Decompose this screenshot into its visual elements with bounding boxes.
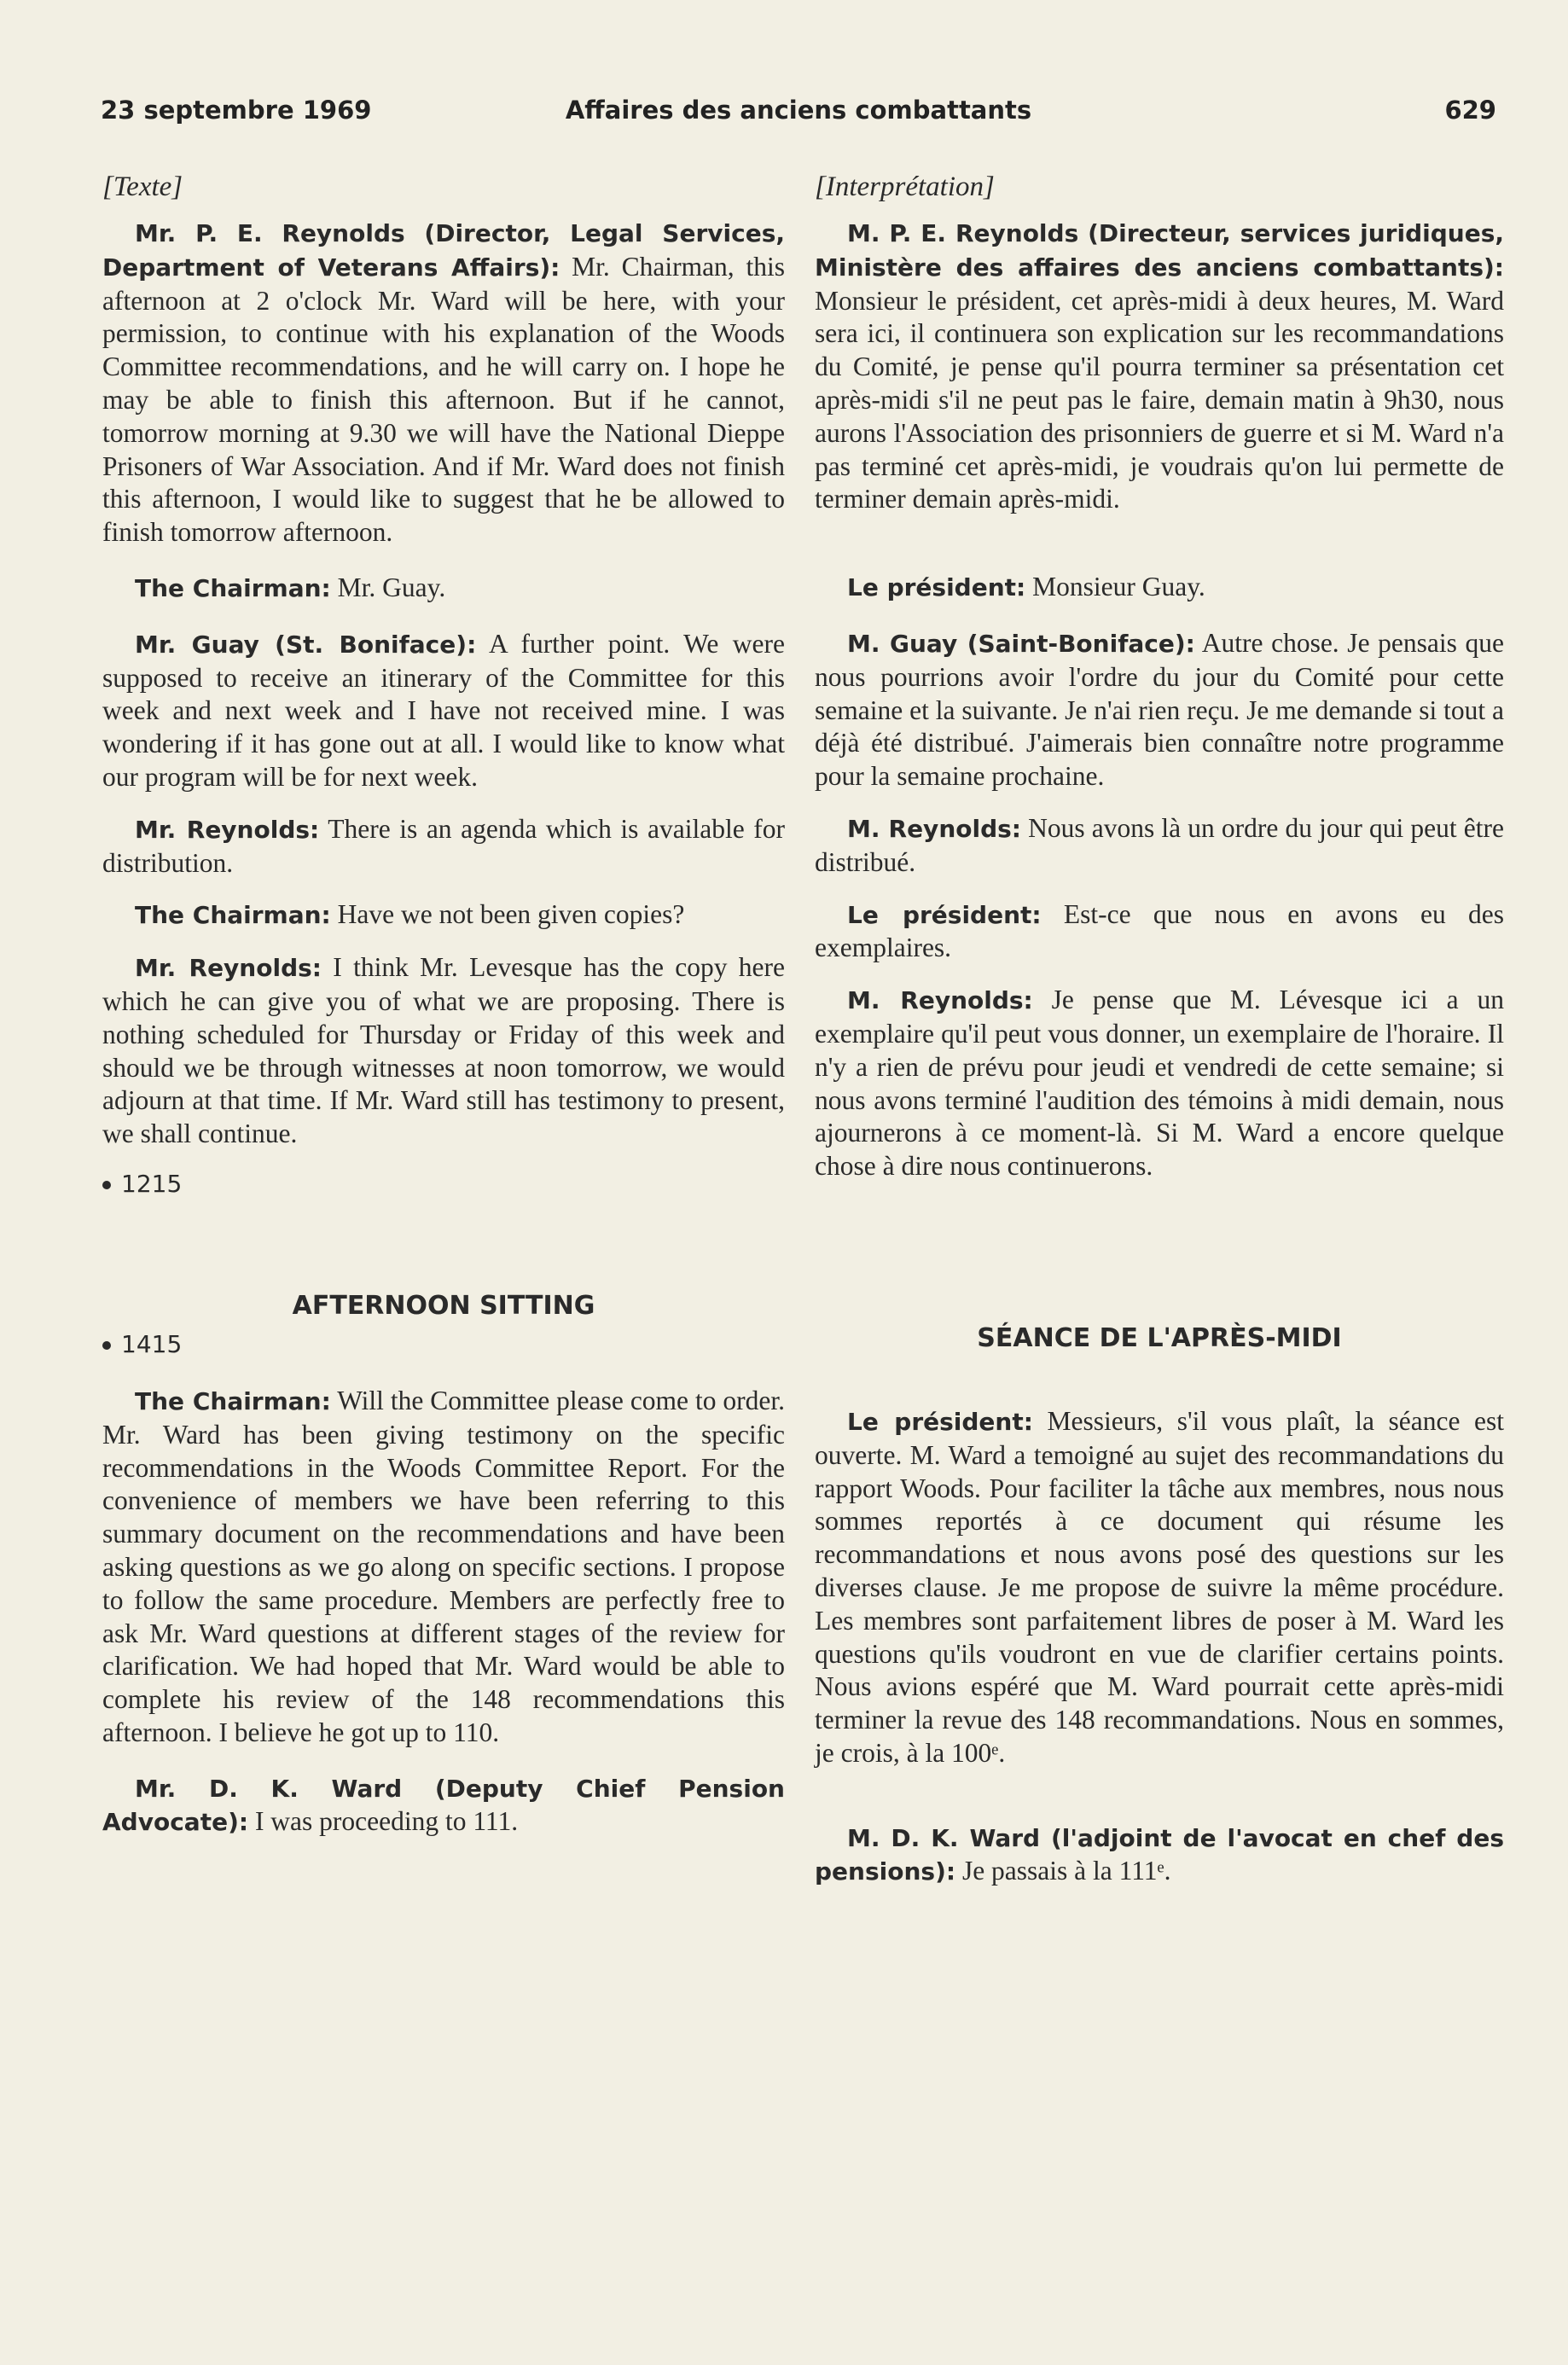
speaker-name: Mr. Guay (St. Boniface): [135, 630, 477, 659]
reynolds-agenda-statement-fr [815, 812, 1504, 880]
page-number: 629 [1444, 96, 1496, 125]
speaker-name: Mr. P. E. Reynolds (Director, Legal Services, Department of Veterans Affairs): [102, 219, 785, 282]
speaker-name: Le président: [847, 573, 1026, 602]
section-heading-fr: SÉANCE DE L'APRÈS-MIDI [977, 1322, 1342, 1353]
header-date: 23 septembre 1969 [101, 96, 372, 125]
speech-text: Nous avons là un ordre du jour qui peut être distribué. [815, 812, 1504, 877]
reynolds-statement-fr [815, 217, 1504, 516]
text-label: [Texte] [102, 171, 183, 202]
speaker-name: Le président: [847, 1407, 1033, 1436]
chairman-copies-question [102, 898, 785, 933]
guay-statement [102, 628, 785, 794]
chairman-statement-fr [815, 571, 1504, 605]
time-marker: 1215 [102, 1168, 785, 1200]
speaker-name: M. D. K. Ward (l'adjoint de l'avocat en chef des pensions): [815, 1823, 1504, 1886]
header-title: Affaires des anciens combattants [565, 96, 1032, 125]
reynolds-statement [102, 217, 785, 549]
speech-text: Mr. Chairman, this afternoon at 2 o'clock Mr. Ward will be here, with your permission, to continue with his explanation of the Woods Committee recommendations, and he will carry on. I hope he may be able to finish this afternoon. But if he cannot, tomorrow morning at 9.30 we will have the National Dieppe Prisoners of War Association. And if Mr. Ward does not finish this afternoon, I would like to suggest that he be allowed to finish tomorrow afternoon. [102, 251, 785, 548]
speech-text: Je pense que M. Lévesque ici a un exemplaire qu'il peut vous donner, un exemplaire de l'horaire. Il n'y a rien de prévu pour jeudi et vendredi de cette semaine; si nous avons terminé l'audition des témoins à midi demain, nous ajournerons à ce moment-là. Si M. Ward a encore quelque chose à dire nous continuerons. [815, 985, 1504, 1182]
reynolds-agenda-statement [102, 813, 785, 880]
interpretation-label: [Interprétation] [815, 171, 995, 202]
speaker-name: The Chairman: [135, 573, 331, 602]
speech-text: Mr. Guay. [330, 572, 446, 602]
guay-statement-fr [815, 627, 1504, 793]
speech-text: Messieurs, s'il vous plaît, la séance est ouverte. M. Ward a temoigné au sujet des recommandations du rapport Woods. Pour faciliter la tâche aux membres, nous nous sommes reportés à ce document qui résume les recommandations et nous avons posé des questions sur les diverses clause. Je me propose de suivre la même procédure. Les membres sont parfaitement libres de poser à M. Ward les questions qu'ils voudront en vue de clarifier certains points. Nous avions espéré que M. Ward pourrait cette après-midi terminer la revue des 148 recommandations. Nous en sommes, je crois, à la 100ᵉ. [815, 1405, 1505, 1768]
reynolds-schedule-statement-fr [815, 984, 1504, 1183]
page-header [101, 96, 1496, 133]
reynolds-schedule-statement [102, 951, 785, 1151]
speaker-name: Le président: [847, 900, 1042, 929]
speech-text: There is an agenda which is available for distribution. [102, 813, 785, 878]
ward-statement [102, 1772, 785, 1840]
speaker-name: The Chairman: [135, 901, 331, 930]
bullet-icon [102, 1181, 111, 1189]
chairman-copies-question-fr [815, 898, 1504, 966]
english-column [102, 171, 785, 1839]
speaker-name: Mr. D. K. Ward (Deputy Chief Pension Advocate): [102, 1774, 785, 1837]
chairman-statement [102, 572, 785, 606]
speech-text: Monsieur le président, cet après-midi à deux heures, M. Ward sera ici, il continuera son explication sur les recommandations du Comité, je pense qu'il pourra terminer sa présentation cet après-midi s'il ne peut pas le faire, demain matin à 9h30, nous aurons l'Association des prisonniers de guerre et si M. Ward n'a pas terminé cet après-midi, je voudrais qu'on lui permette de terminer demain après-midi. [815, 285, 1504, 514]
speaker-name: M. P. E. Reynolds (Directeur, services juridiques, Ministère des affaires des anciens combattants): [815, 219, 1504, 282]
section-heading: AFTERNOON SITTING [292, 1290, 595, 1321]
speech-text: A further point. We were supposed to receive an itinerary of the Committee for this week and next week and I have not received mine. I was wondering if it has gone out at all. I would like to know what our program will be for next week. [102, 628, 785, 792]
speaker-name: M. Reynolds: [847, 986, 1033, 1015]
speaker-name: Mr. Reynolds: [135, 954, 322, 983]
speech-text: Je passais à la 111ᵉ. [955, 1856, 1171, 1886]
speaker-name: The Chairman: [135, 1386, 331, 1415]
speech-text: Autre chose. Je pensais que nous pourrions avoir l'ordre du jour du Comité pour cette semaine et la suivante. Je n'ai rien reçu. Je me demande si tout a déjà été distribué. J'aimerais bien connaître notre programme pour la semaine prochaine. [815, 627, 1505, 792]
bullet-icon [102, 1341, 111, 1350]
speaker-name: M. Reynolds: [847, 814, 1021, 843]
speaker-name: Mr. Reynolds: [135, 815, 320, 844]
speech-text: Have we not been given copies? [330, 899, 685, 930]
chairman-opening-statement [102, 1385, 785, 1750]
speech-text: I think Mr. Levesque has the copy here which he can give you of what we are proposing. There is nothing scheduled for Thursday or Friday of this week and should we be through witnesses at noon tomorrow, we would adjourn at that time. If Mr. Ward still has testimony to present, we shall continue. [102, 952, 785, 1149]
chairman-opening-statement-fr [815, 1405, 1504, 1770]
speech-text: Monsieur Guay. [1025, 572, 1205, 602]
speech-text: I was proceeding to 111. [248, 1806, 519, 1837]
speaker-name: M. Guay (Saint-Boniface): [847, 629, 1195, 658]
speech-text: Will the Committee please come to order. Mr. Ward has been giving testimony on the specific recommendations in the Woods Committee Report. For the convenience of members we have been referring to this summary document on the recommendations and have been asking questions as we go along on specific sections. I propose to follow the same procedure. Members are perfectly free to ask Mr. Ward questions at different stages of the review for clarification. We had hoped that Mr. Ward would be able to complete his review of the 148 recommendations this afternoon. I believe he got up to 110. [102, 1385, 786, 1747]
french-column [815, 171, 1504, 1889]
time-marker: 1415 [102, 1328, 785, 1361]
speech-text: Est-ce que nous en avons eu des exemplaires. [815, 898, 1504, 963]
ward-statement-fr [815, 1822, 1504, 1890]
